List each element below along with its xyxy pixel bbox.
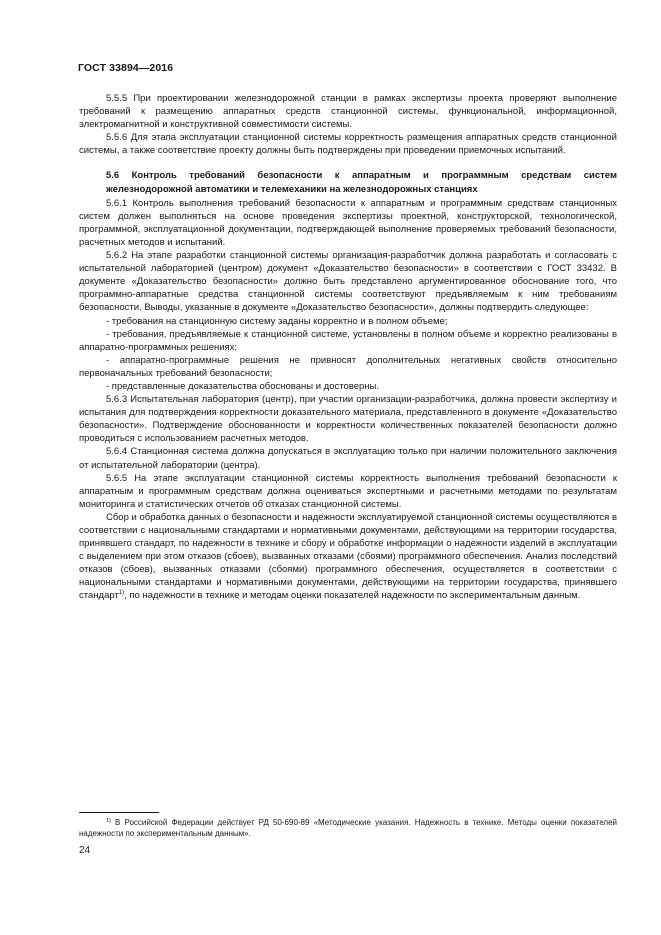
body-text	[79, 92, 617, 603]
list-item: - требования, предъявляемые к станционной системе, установлены в полном объеме и корректно реализованы в аппаратно-программных решениях;	[79, 328, 617, 353]
paragraph-5-6-4: 5.6.4 Станционная система должна допускаться в эксплуатацию только при наличии положительного заключения от испытательной лаборатории (центра).	[79, 446, 617, 471]
paragraph-5-6-5: 5.6.5 На этапе эксплуатации станционной системы корректность выполнения требований безопасности к аппаратным и программным средствам должна оцениваться экспертными и расчетными методами по результатам мониторинга и статистических отчетов об отказах станционной системы.	[79, 472, 617, 510]
paragraph-data-collection	[79, 511, 617, 603]
footnote	[79, 817, 617, 839]
list-item: - аппаратно-программные решения не привносят дополнительных негативных свойств относительно первоначальных требований безопасности;	[79, 354, 617, 379]
footnote-reference: 1)	[118, 590, 125, 597]
paragraph-5-5-5: 5.5.5 При проектировании железнодорожной станции в рамках экспертизы проекта проверяют выполнение требований к размещению аппаратных средств станционной системы, функциональной, информационной, электромагнитной и конструктивной совместимости системы.	[79, 93, 617, 131]
paragraph-5-6-3: 5.6.3 Испытательная лаборатория (центр), при участии организации-разработчика, должна провести экспертизу и испытания для подтверждения корректности доказательного материала, представленного в документе «Доказательство безопасности». Подтверждение обоснованности и корректности количественных показателей безопасности должно проводиться с использованием расчетных методов.	[79, 394, 617, 445]
paragraph-5-6-1: 5.6.1 Контроль выполнения требований безопасности к аппаратным и программным средствам станционных систем должен выполняться на основе проведения экспертизы проектной, конструкторской, технологической, программной, эксплуатационной документации, подтверждающей выполнение проверяемых требований безопасности, расчетных методов и испытаний.	[79, 197, 617, 248]
paragraph-5-6-2: 5.6.2 На этапе разработки станционной системы организация-разработчик должна разработать и согласовать с испытательной лабораторией (центром) документ «Доказательство безопасности» в соответствии с ГОСТ 33432. В документе «Доказательство безопасности» должно быть представлено аргументированное обоснование того, что программно-аппаратные средства станционной системы соответствуют предъявляемым к ним требованиям безопасности. Выводы, указанные в документе «Доказательство безопасности», должны подтвердить следующее:	[79, 250, 617, 314]
footnote-marker: 1)	[106, 818, 111, 824]
list-item: - представленные доказательства обоснованы и достоверны.	[106, 380, 379, 392]
footnote-divider	[79, 812, 159, 813]
paragraph-5-5-6: 5.5.6 Для этапа эксплуатации станционной системы корректность размещения аппаратных средств станционной системы, а также соответствие проекту должны быть подтверждены при проведении приемочных испытаний.	[79, 132, 617, 157]
footnote-text: В Российской Федерации действует РД 50-690-89 «Методические указания. Надежность в технике. Методы оценки показателей надежности по экспериментальным данным».	[79, 818, 617, 838]
page-header-standard: ГОСТ 33894—2016	[78, 62, 174, 74]
list-item: - требования на станционную систему заданы корректно и в полном объеме;	[106, 315, 448, 327]
page-number: 24	[79, 845, 91, 856]
paragraph-data-collection-end: , по надежности в технике и методам оценки показателей надежности по экспериментальным данным.	[124, 590, 581, 602]
section-heading-5-6: 5.6 Контроль требований безопасности к аппаратным и программным средствам систем железнодорожной автоматики и телемеханики на железнодорожных станциях	[106, 170, 617, 195]
paragraph-data-collection-text: Сбор и обработка данных о безопасности и надежности эксплуатируемой станционной системы осуществляются в соответствии с национальными стандартами и нормативными документами, действующими на территории государства, принявшего стандарт, по надежности в технике и сбору и обработке информации о надежности изделий в эксплуатации с выделением при этом отказов (сбоев), вызванных отказами (сбоями) программного обеспечения. Анализ последствий отказов (сбоев), вызванных отказами (сбоями) программного обеспечения, осуществляется в соответствии с национальными стандартами и нормативными документами, действующими на территории государства, принявшего стандарт	[79, 511, 617, 602]
